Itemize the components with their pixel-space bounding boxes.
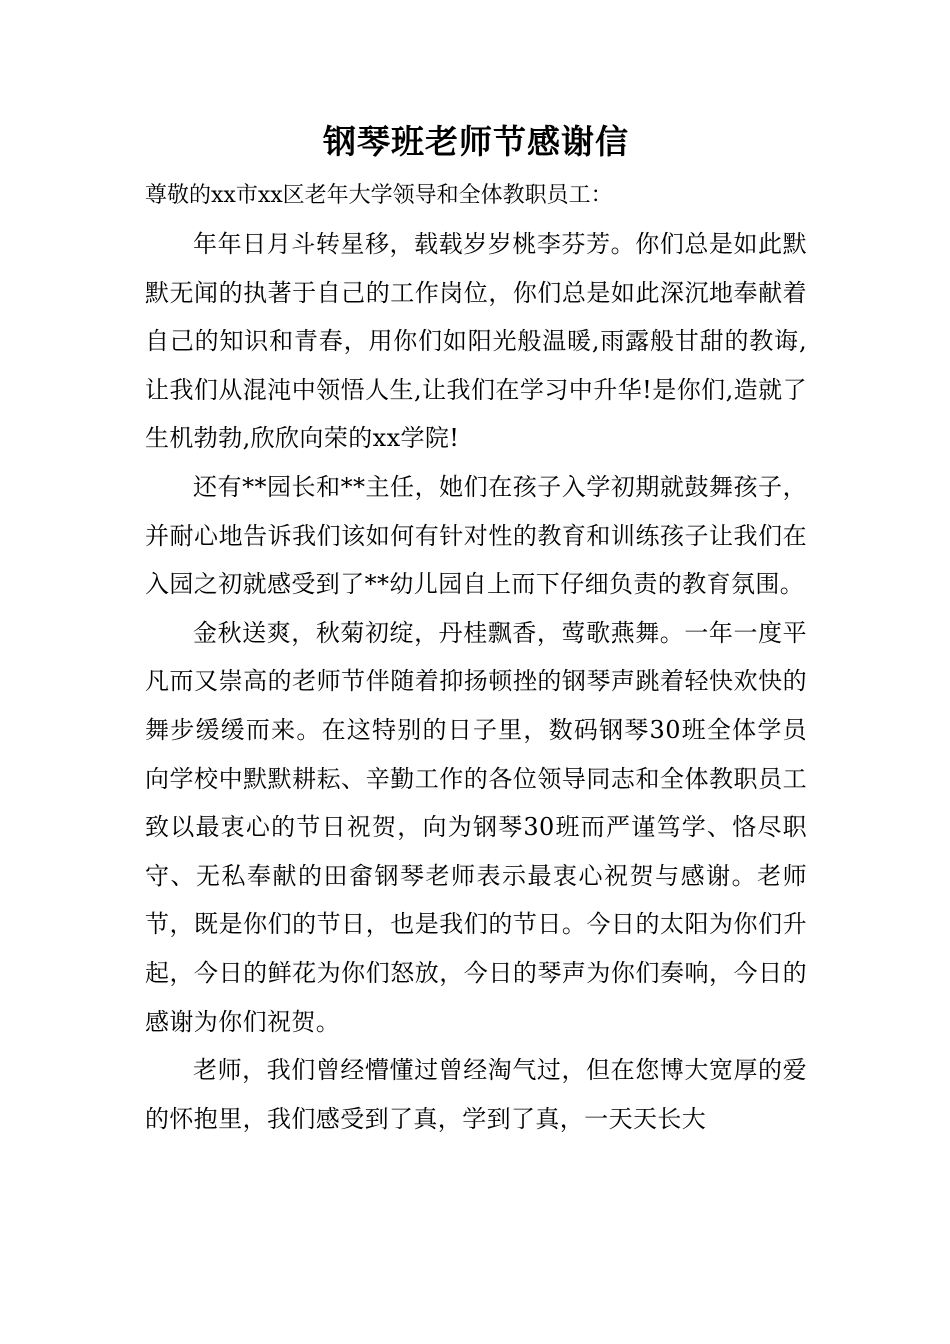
paragraph-3: 金秋送爽，秋菊初绽，丹桂飘香，莺歌燕舞。一年一度平凡而又崇高的老师节伴随着抑扬顿挫的钢琴声跳着轻快欢快的舞步缓缓而来。在这特别的日子里，数码钢琴30班全体学员向学校中默默耕耘、辛勤工作的各位领导同志和全体教职员工致以最衷心的节日祝贺，向为钢琴30班而严谨笃学、恪尽职守、无私奉献的田畲钢琴老师表示最衷心祝贺与感谢。老师节，既是你们的节日，也是我们的节日。今日的太阳为你们升起，今日的鲜花为你们怒放，今日的琴声为你们奏响，今日的感谢为你们祝贺。 bbox=[145, 618, 807, 1036]
paragraph-4: 老师，我们曾经懵懂过曾经淘气过，但在您博大宽厚的爱的怀抱里，我们感受到了真，学到了真，一天天长大 bbox=[145, 1056, 807, 1133]
paragraph-2: 还有**园长和**主任，她们在孩子入学初期就鼓舞孩子，并耐心地告诉我们该如何有针对性的教育和训练孩子让我们在入园之初就感受到了**幼儿园自上而下仔细负责的教育氛围。 bbox=[145, 472, 807, 599]
document-page bbox=[145, 118, 807, 1143]
paragraph-1: 年年日月斗转星移，载载岁岁桃李芬芳。你们总是如此默默无闻的执著于自己的工作岗位，你们总是如此深沉地奉献着自己的知识和青春，用你们如阳光般温暖,雨露般甘甜的教诲,让我们从混沌中领悟人生,让我们在学习中升华!是你们,造就了生机勃勃,欣欣向荣的xx学院! bbox=[145, 230, 807, 453]
document-title: 钢琴班老师节感谢信 bbox=[323, 122, 629, 161]
salutation: 尊敬的xx市xx区老年大学领导和全体教职员工： bbox=[145, 183, 613, 208]
